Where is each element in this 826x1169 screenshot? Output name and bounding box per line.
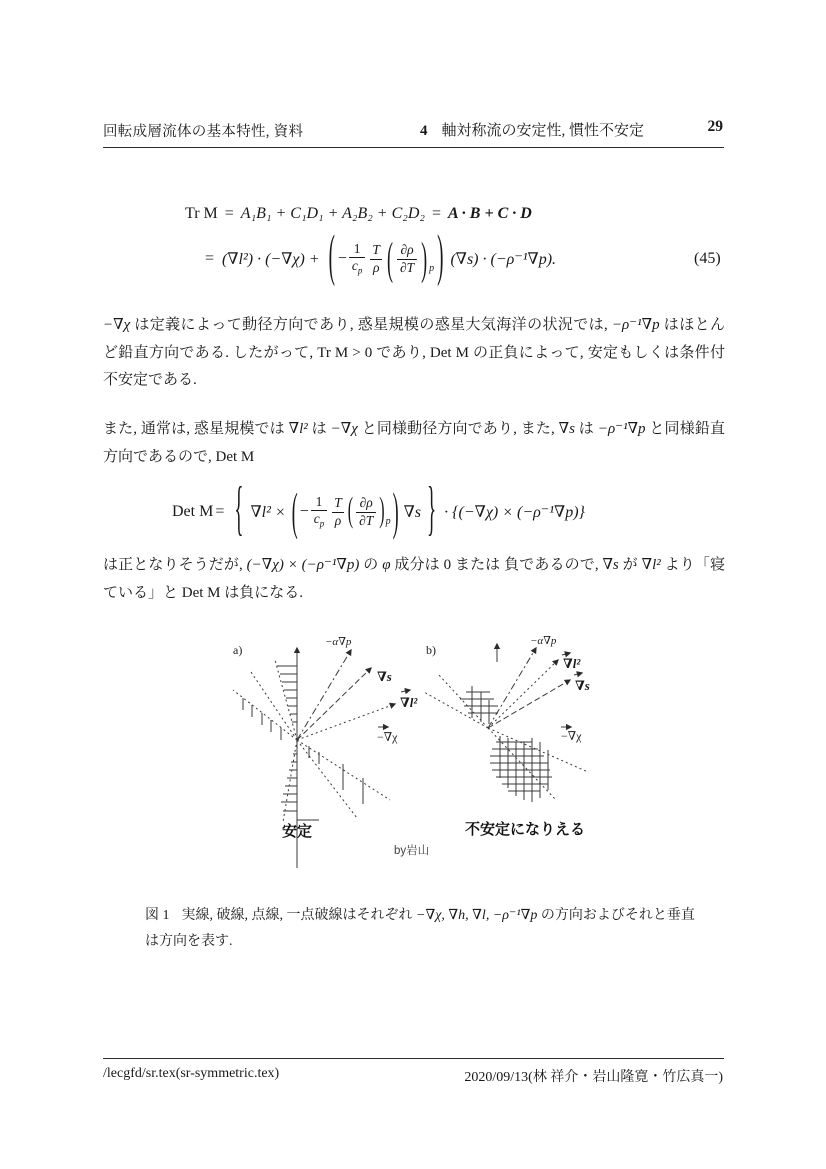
text-run: の方向およびそれと垂直は方向を表す. xyxy=(145,908,695,949)
vector-label-grad-s: ∇s xyxy=(377,669,392,684)
detm-paren-sub: p xyxy=(385,515,391,527)
ray-alpha-grad-p xyxy=(488,648,536,728)
text-run: 実線, 破線, 点線, 一点破線はそれぞれ xyxy=(181,908,416,923)
equation-45-line1 xyxy=(185,205,532,223)
big-brace-close: } xyxy=(427,476,437,544)
ray-down-right-2 xyxy=(297,740,357,818)
math-run: Tr M > 0 xyxy=(317,344,373,361)
eq45-frac-1-over-cp: $\frac{1}{c_p}$ xyxy=(349,241,366,277)
math-run: −∇χ xyxy=(103,317,131,333)
eq45-minus: − xyxy=(337,250,347,267)
eq45-frac-drho-dT: $\frac{\partial\rho}{\partial T}$ xyxy=(397,242,417,275)
detm-term-a: ∇l² × xyxy=(250,504,286,521)
footer-date-authors: 2020/09/13(林 祥介・岩山隆寛・竹広真一) xyxy=(464,1070,723,1085)
equation-45-line2 xyxy=(205,227,556,291)
text-run: また, 通常は, 惑星規模では xyxy=(103,421,289,437)
mid-paren-open: ( xyxy=(386,232,393,283)
figure-caption-tag: 図 1 xyxy=(145,908,170,923)
detm-lhs: Det M xyxy=(172,503,214,520)
text-run: は xyxy=(574,421,598,437)
panel-a-label: a) xyxy=(233,643,243,657)
math-run: Det M xyxy=(215,448,255,465)
eq45-equals1: = xyxy=(224,205,234,222)
panel-a-caption: 安定 xyxy=(281,823,312,840)
detm-frac-1-over-cp: $\frac{1}{c_p}$ xyxy=(311,494,328,530)
header-section-title: 軸対称流の安定性, 慣性不安定 xyxy=(441,123,645,139)
big-paren-close: ) xyxy=(437,226,444,289)
eq45-term-a: (∇l²) · (−∇χ) + xyxy=(222,251,320,268)
big-brace-open: { xyxy=(234,476,244,544)
big-paren-open: ( xyxy=(328,226,335,289)
hatch-ticks-upleft xyxy=(243,698,281,740)
text-run: より「寝ている」と xyxy=(103,557,725,601)
math-run: ∇s xyxy=(602,557,619,573)
eq45-lhs: Tr M xyxy=(185,205,218,222)
math-run: −ρ⁻¹∇p xyxy=(611,317,660,333)
ray-grad-l2 xyxy=(488,660,558,728)
ray-grad-s xyxy=(488,680,570,728)
math-run: Det M xyxy=(181,584,221,601)
header-left-title: 回転成層流体の基本特性, 資料 xyxy=(103,124,304,140)
ray-up-steep xyxy=(275,660,297,740)
detm-term-b: ∇s xyxy=(403,504,421,521)
hatch-block-lower-right xyxy=(490,736,552,802)
detm-minus: − xyxy=(299,503,309,520)
vector-label-minus-grad-chi: −∇χ xyxy=(377,730,398,744)
mid-paren-open: ( xyxy=(347,492,354,530)
paragraph-1 xyxy=(103,312,725,395)
math-run: ∇l² xyxy=(288,421,308,437)
figure-caption xyxy=(145,903,701,955)
math-run: −∇χ xyxy=(330,421,358,437)
text-run: はほとんど鉛直方向である. したがって, xyxy=(103,317,725,361)
ray-down-right-2 xyxy=(488,728,556,800)
math-run: (−∇χ) × (−ρ⁻¹∇p) xyxy=(246,557,360,573)
text-run: が xyxy=(618,557,642,573)
label-arrow-l2 xyxy=(401,690,410,692)
equation-detm xyxy=(172,478,585,546)
vector-label-grad-l2: ∇l² xyxy=(400,695,418,710)
vector-label-alpha-grad-p: −α∇p xyxy=(530,635,557,647)
figure-credit: by岩山 xyxy=(394,845,430,857)
vector-label-grad-s: ∇s xyxy=(575,678,590,693)
math-run: ∇s xyxy=(558,421,575,437)
mid-paren-close: ) xyxy=(379,492,385,530)
panel-b-label: b) xyxy=(426,643,436,657)
text-run: と同様鉛直方向であるので, xyxy=(103,421,725,465)
vector-label-grad-l2: ∇l² xyxy=(563,656,581,671)
label-arrow-l2 xyxy=(562,653,570,655)
header-section xyxy=(420,119,644,140)
hatch-ticks-downright xyxy=(309,746,363,804)
text-run: は定義によって動径方向であり, 惑星規模の惑星大気海洋の状況では, xyxy=(130,317,612,333)
mid-paren-close: ) xyxy=(421,232,428,283)
detm-term-c: · {(−∇χ) × (−ρ⁻¹∇p)} xyxy=(444,504,585,521)
header-rule xyxy=(103,147,724,148)
footer-file-path: /lecgfd/sr.tex(sr-symmetric.tex) xyxy=(103,1066,280,1081)
text-run: の xyxy=(359,557,383,573)
math-run: φ xyxy=(382,557,391,573)
big-paren-open: ( xyxy=(291,481,298,540)
ray-up-left-1 xyxy=(424,692,488,728)
paragraph-2 xyxy=(103,416,725,471)
detm-frac-drho-dT: $\frac{\partial\rho}{\partial T}$ xyxy=(356,495,376,528)
text-run: であり, xyxy=(372,344,430,361)
math-run: ∇l² xyxy=(641,557,661,573)
panel-b-caption: 不安定になりえる xyxy=(464,821,585,838)
hatch-block-upper-left xyxy=(460,686,498,724)
label-arrow-s xyxy=(574,673,582,675)
hatch-marks-upper xyxy=(277,666,297,722)
hatch-marks-lower xyxy=(281,754,319,820)
eq45-equals3: = xyxy=(205,250,215,267)
eq45-equals2: = xyxy=(431,205,441,222)
text-run: と同様動径方向であり, また, xyxy=(357,421,559,437)
vector-label-alpha-grad-p: −α∇p xyxy=(325,636,352,648)
text-run: は正となりそうだが, xyxy=(103,557,247,573)
footer-rule xyxy=(103,1058,724,1059)
page-number: 29 xyxy=(707,118,723,135)
text-run: は負になる. xyxy=(220,584,304,601)
header-section-number: 4 xyxy=(420,123,428,139)
eq45-paren-sub: p xyxy=(429,262,435,274)
eq45-frac-T-over-rho: $\frac{T}{\rho}$ xyxy=(369,242,383,275)
text-run: 成分は 0 または 負であるので, xyxy=(390,557,603,573)
eq45-number: (45) xyxy=(694,250,721,267)
detm-equals: = xyxy=(215,503,225,520)
text-run: の正負によって, 安定もしくは条件付不安定である. xyxy=(103,344,725,388)
eq45-vector-terms: A · B + C · D xyxy=(447,205,532,222)
text-run: は xyxy=(307,421,331,437)
big-paren-close: ) xyxy=(392,481,399,540)
detm-frac-T-over-rho: $\frac{T}{\rho}$ xyxy=(331,495,345,528)
ray-down-steep xyxy=(283,740,297,822)
eq45-terms: A₁B₁ + C₁D₁ + A₂B₂ + C₂D₂ xyxy=(240,205,425,222)
math-run: −∇χ, ∇h, ∇l, −ρ⁻¹∇p xyxy=(416,908,538,923)
eq45-term-b: (∇s) · (−ρ⁻¹∇p). xyxy=(450,251,557,268)
math-run: −ρ⁻¹∇p xyxy=(597,421,646,437)
paragraph-3 xyxy=(103,552,725,607)
math-run: Det M xyxy=(429,344,469,361)
vector-label-minus-grad-chi: −∇χ xyxy=(561,729,582,743)
